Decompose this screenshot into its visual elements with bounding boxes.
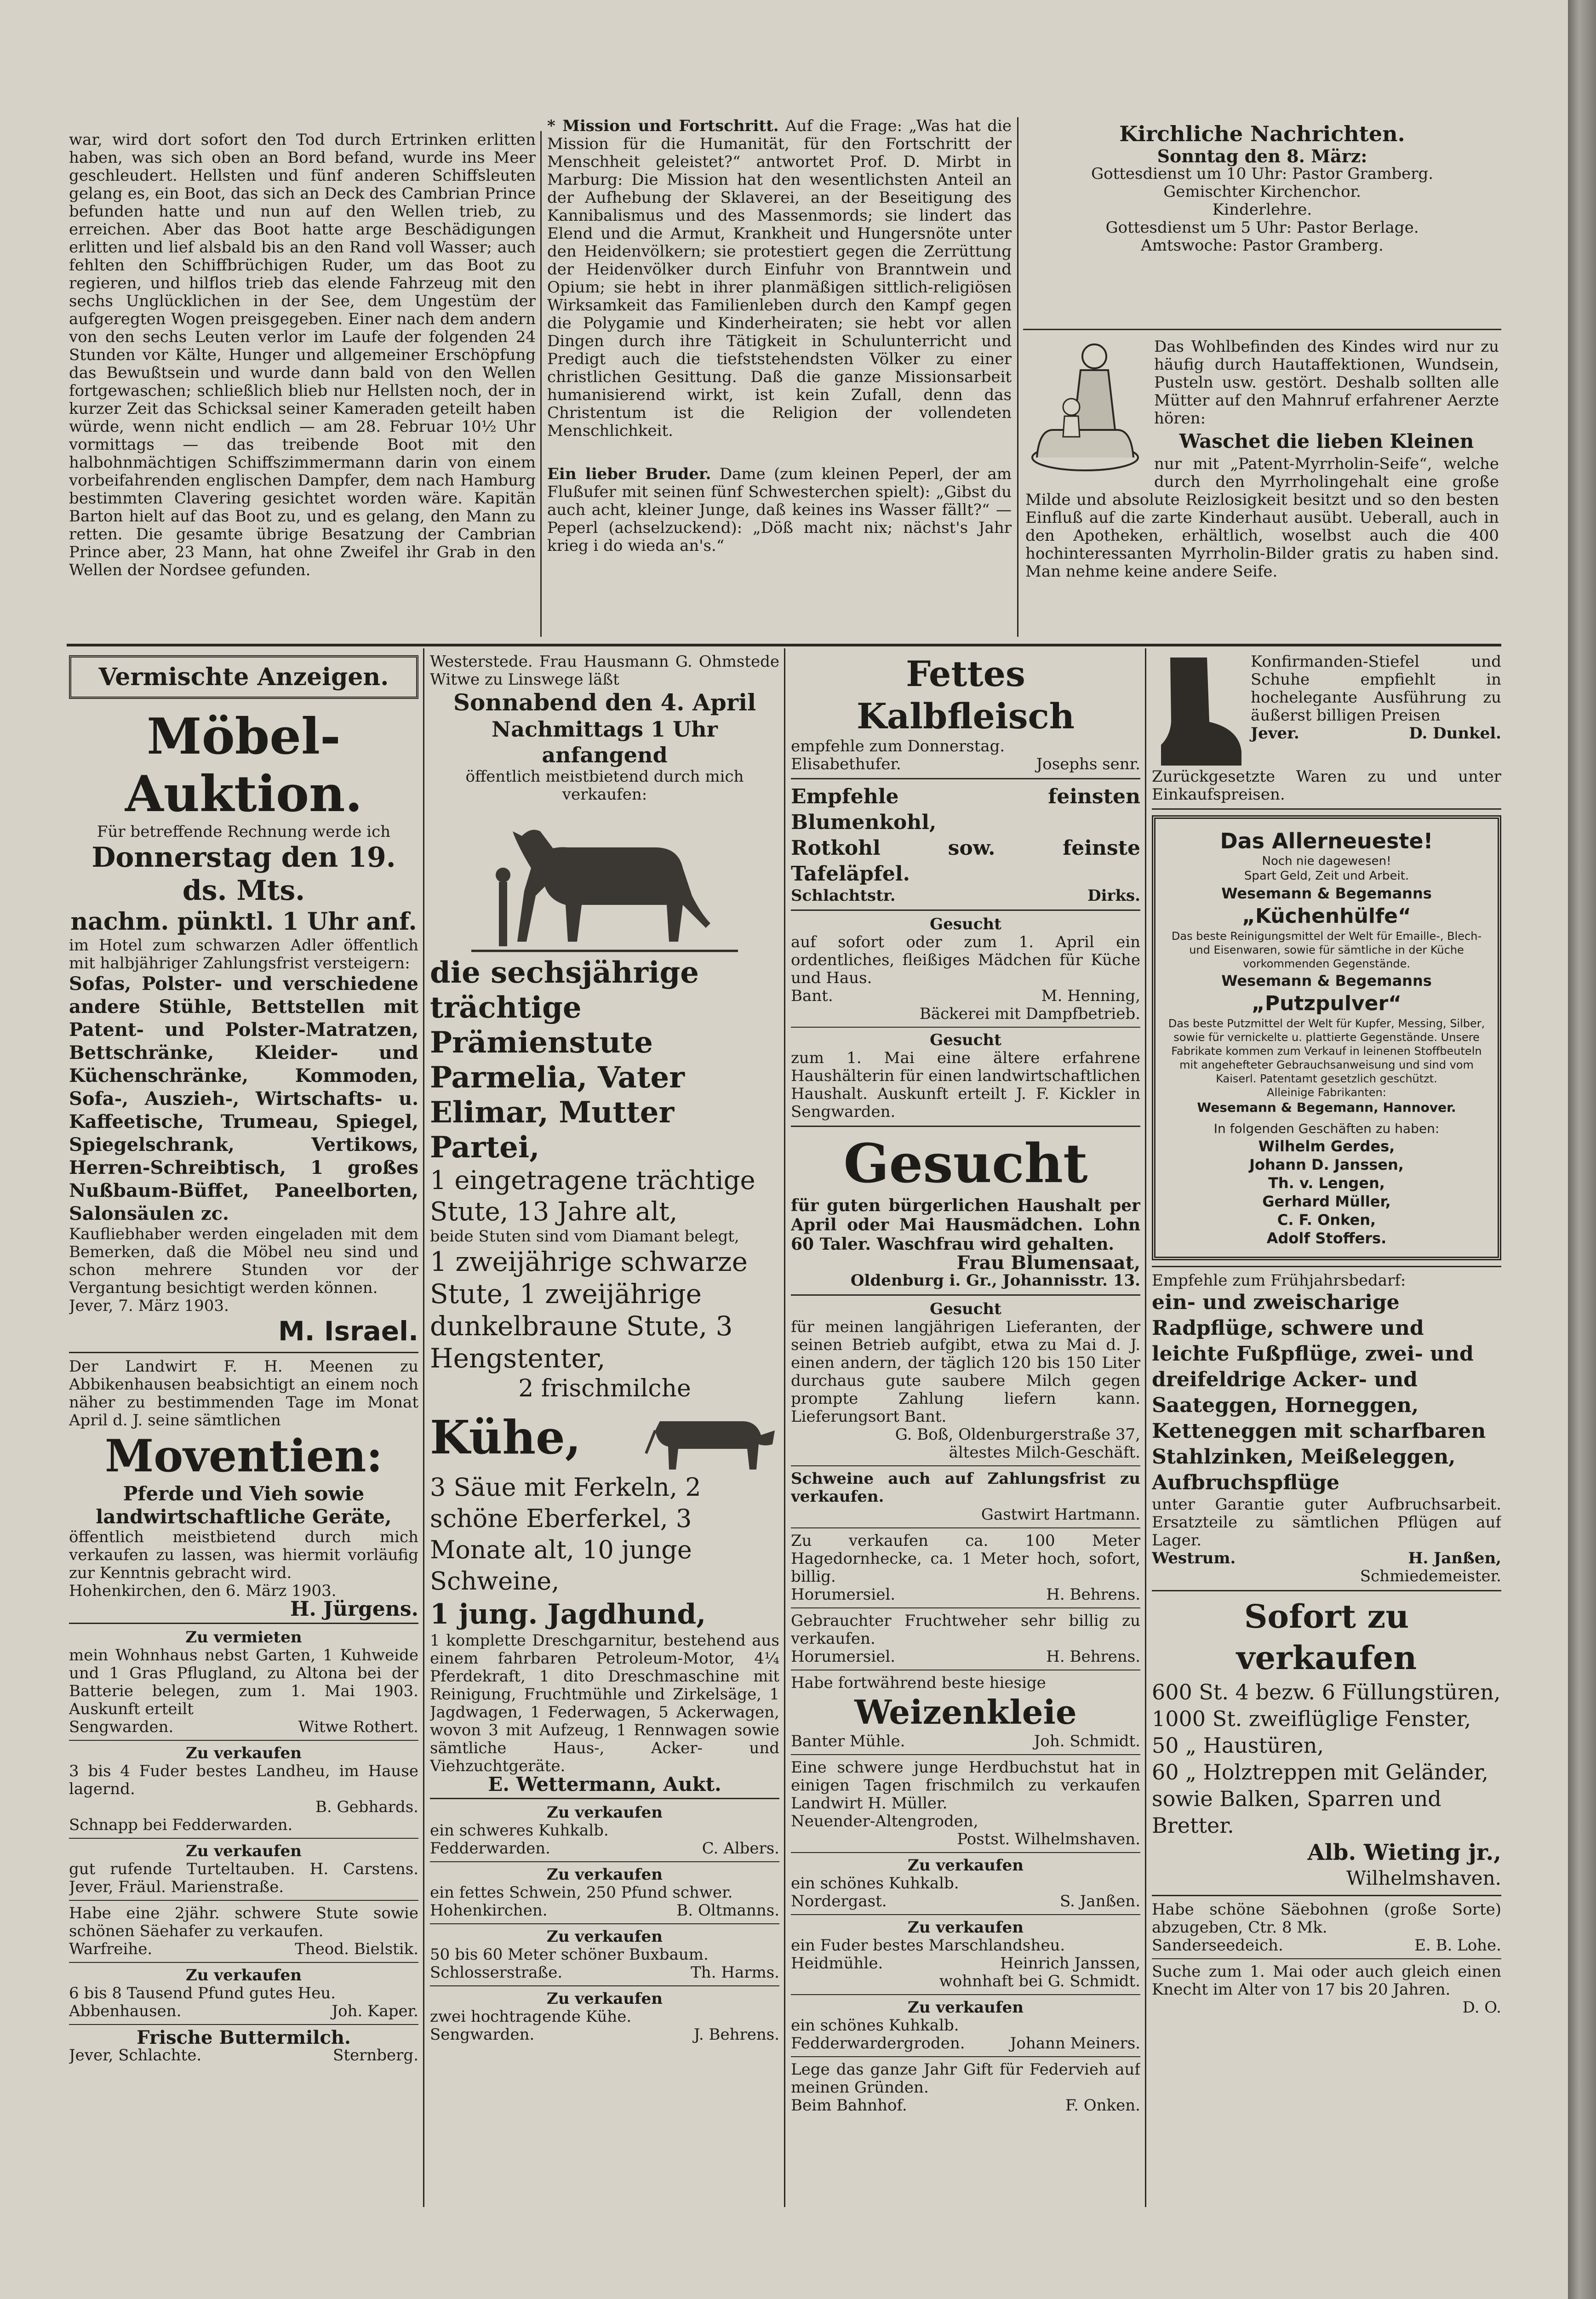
ad-signature: ältestes Milch-Geschäft. bbox=[949, 1443, 1140, 1462]
auction-text: Kaufliebhaber werden eingeladen mit dem Bemerken, daß die Möbel neu sind und schon mehrere Stunden vor der Vergantung besichtigt werden können. bbox=[69, 1225, 418, 1297]
auction-text: im Hotel zum schwarzen Adler öffentlich mit halbjähriger Zahlungsfrist versteigern: bbox=[69, 936, 418, 972]
retailer-name: C. F. Onken, bbox=[1277, 1211, 1376, 1229]
church-news-date: Sonntag den 8. März: bbox=[1157, 146, 1367, 166]
ad-text: auf sofort oder zum 1. April ein ordentliches, fleißiges Mädchen für Küche und Haus. bbox=[791, 933, 1140, 987]
ad-heading: Frische Buttermilch. bbox=[137, 2027, 351, 2048]
ad-signature: Heinrich Janssen, bbox=[1000, 1954, 1140, 1973]
ads-column-4 bbox=[1152, 653, 1501, 2216]
mission-article-text: Auf die Frage: „Was hat die Mission für die Humanität, für den Fortschritt der Menschheit geleistet?“ antwortet Prof. D. Mirbt in Marburg: Die Mission hat den wesentlichsten Anteil an der Aufhebung der Sklaverei, an der Beseitigung des Kannibalismus und des Massenmords; sie lindert das Elend und die Armut, Krankheit und Hungersnöte unter den Heidenvölkern; sie protestiert gegen die Zerrüttung der Heidenvölker durch Einfuhr von Branntwein und Opium; sie hebt in ihrer planmäßigen sittlich-religiösen Wirksamkeit das Familienleben durch den Kampf gegen die Polygamie und Kinderheiraten; sie hebt vor allen Dingen durch ihre Tätigkeit in Schulunterricht und Predigt auch die tiefststehendsten Völker zu einer christlichen Gesittung. Daß die ganze Missionsarbeit humanisierend wirkt, ist kein Zufall, denn das Christentum ist die Religion der vollendeten Menschlichkeit. bbox=[547, 117, 1012, 440]
ad-signature: Schmiedemeister. bbox=[1360, 1567, 1501, 1585]
ad-place: Bant. bbox=[791, 987, 833, 1005]
ad-text: Habe schöne Säebohnen (große Sorte) abzugeben, Ctr. 8 Mk. bbox=[1152, 1900, 1501, 1937]
sale-ad-title: Sofort zu verkaufen bbox=[1236, 1597, 1417, 1677]
sale-ad-item: 60 „ Holztreppen mit Geländer, bbox=[1152, 1760, 1488, 1784]
soap-ad-body: nur mit „Patent-Myrrholin-Seife“, welche durch den Myrrholingehalt eine große Milde und absolute Reizlosigkeit besitzt und so den besten Einfluß auf die zarte Kinderhaut ausübt. Ueberall, auch in den Apotheken, erhältlich, woselbst auch die 400 hochinteressanten Myrrholin-Bilder gratis zu haben sind. Man nehme keine andere Seife. bbox=[1025, 455, 1499, 581]
ad-signature: B. Oltmanns. bbox=[676, 1901, 779, 1920]
ad-heading: Zu verkaufen bbox=[186, 1842, 302, 1860]
ad-text: für guten bürgerlichen Haushalt per April oder Mai Hausmädchen. Lohn 60 Taler. Waschfrau wird gehalten. bbox=[791, 1196, 1140, 1254]
retailer-name: Adolf Stoffers. bbox=[1266, 1230, 1387, 1247]
auction-date: Donnerstag den 19. ds. Mts. bbox=[92, 841, 396, 907]
dog-listing: 1 jung. Jagdhund, bbox=[430, 1598, 706, 1630]
ad-heading: Zu verkaufen bbox=[908, 1918, 1024, 1937]
ad-text: Noch nie dagewesen! bbox=[1262, 854, 1391, 868]
ads-column-2 bbox=[430, 653, 779, 2216]
church-news bbox=[1025, 120, 1499, 314]
auction-date: Sonnabend den 4. April bbox=[453, 689, 756, 716]
column-divider bbox=[1017, 117, 1018, 637]
mission-article-title: * Mission und Fortschritt. bbox=[547, 117, 779, 135]
soap-advertisement bbox=[1025, 338, 1499, 637]
ads-column-1 bbox=[69, 655, 418, 2219]
wanted-ad-title: Gesucht bbox=[843, 1132, 1088, 1195]
ad-signature: Witwe Rothert. bbox=[298, 1718, 418, 1736]
ad-place: Sengwarden. bbox=[69, 1718, 174, 1736]
mother-child-illustration bbox=[1025, 338, 1145, 476]
ad-place: Sengwarden. bbox=[430, 2025, 535, 2044]
bran-ad-title: Weizenkleie bbox=[854, 1693, 1077, 1732]
ad-heading: Zu verkaufen bbox=[908, 1998, 1024, 2017]
auction-signature: M. Israel. bbox=[278, 1315, 418, 1347]
plough-ad-items: ein- und zweischarige Radpflüge, schwere und leichte Fußpflüge, zwei- und dreifeldrige Acker- und Saateggen, Horneggen, Ketteneggen mit scharfbaren Stahlzinken, Meißeleggen, Aufbruchspflüge bbox=[1152, 1291, 1486, 1494]
cow-listing-title: Kühe, bbox=[430, 1410, 581, 1464]
ad-text: mein Wohnhaus nebst Garten, 1 Kuhweide und 1 Gras Pflugland, zu Altona bei der Batterie belegen, zum 1. Mai 1903. Auskunft erteilt bbox=[69, 1646, 418, 1718]
banner-label: Vermischte Anzeigen. bbox=[98, 663, 389, 691]
sale-ad-item: sowie Balken, Sparren und Bretter. bbox=[1152, 1786, 1442, 1838]
ad-signature: Joh. Schmidt. bbox=[1034, 1732, 1140, 1750]
ad-text: zwei hochtragende Kühe. bbox=[430, 2007, 632, 2026]
auction-time: Nachmittags 1 Uhr anfangend bbox=[492, 717, 718, 767]
ad-heading: Zu verkaufen bbox=[547, 1865, 663, 1884]
ad-place: Fedderwardergroden. bbox=[791, 2034, 965, 2053]
ad-place: Banter Mühle. bbox=[791, 1732, 905, 1750]
ad-text: Habe fortwährend beste hiesige bbox=[791, 1674, 1046, 1692]
miscellaneous-ads-banner bbox=[69, 655, 418, 699]
ad-signature: D. Dunkel. bbox=[1409, 724, 1501, 743]
ad-place: Jever. bbox=[1251, 724, 1299, 743]
ad-place: Horumersiel. bbox=[791, 1585, 896, 1604]
soap-ad-intro: Das Wohlbefinden des Kindes wird nur zu häufig durch Hautaffektionen, Wundsein, Pusteln usw. gestört. Deshalb sollten alle Mütter auf den Mahnruf erfahrener Aerzte hören: bbox=[1154, 338, 1499, 428]
church-news-line: Amtswoche: Pastor Gramberg. bbox=[1141, 236, 1384, 255]
equipment-listing: 1 komplette Dreschgarnitur, bestehend aus einem fahrbaren Petroleum-Motor, 4¼ Pferdekraft, 1 dito Dreschmaschine mit Reinigung, Fruchtmühle und Zirkelsäge, 1 Jagdwagen, 1 Federwagen, 5 Ackerwagen, wovon 3 mit Aufzeug, 1 Rennwagen sowie sämtliche Haus-, Acker- und Viehzuchtgeräte. bbox=[430, 1631, 779, 1775]
ad-signature: D. O. bbox=[1462, 1998, 1501, 2017]
ad-place: Westrum. bbox=[1152, 1549, 1236, 1567]
ad-place: Postst. Wilhelmshaven. bbox=[957, 1830, 1140, 1848]
divider bbox=[1023, 329, 1501, 330]
retailer-name: Johann D. Janssen, bbox=[1249, 1156, 1404, 1173]
column-divider bbox=[423, 648, 424, 2207]
ad-text: 3 bis 4 Fuder bestes Landheu, im Hause lagernd. bbox=[69, 1762, 418, 1798]
ad-signature: F. Onken. bbox=[1065, 2096, 1140, 2115]
ad-text: Schweine auch auf Zahlungsfrist zu verkaufen. bbox=[791, 1470, 1140, 1506]
ad-text: Zurückgesetzte Waren zu und unter Einkaufspreisen. bbox=[1152, 767, 1501, 804]
ad-signature: Josephs senr. bbox=[1036, 755, 1140, 773]
ad-signature: H. Behrens. bbox=[1046, 1585, 1140, 1604]
ad-heading: Zu vermieten bbox=[185, 1628, 302, 1647]
livestock-ad-signature: H. Jürgens. bbox=[290, 1597, 418, 1621]
ad-text: empfehle zum Donnerstag. bbox=[791, 737, 1005, 755]
brand-name: Wesemann & Begemanns bbox=[1221, 885, 1432, 902]
ad-text: Gebrauchter Fruchtweher sehr billig zu verkaufen. bbox=[791, 1612, 1140, 1648]
livestock-ad-items: Pferde und Vieh sowie landwirtschaftliche Geräte, bbox=[96, 1482, 392, 1528]
livestock-ad-date: Hohenkirchen, den 6. März 1903. bbox=[69, 1582, 337, 1600]
ad-signature: Dirks. bbox=[1087, 886, 1140, 905]
church-news-line: Gottesdienst um 5 Uhr: Pastor Berlage. bbox=[1105, 218, 1419, 237]
ad-heading: Zu verkaufen bbox=[547, 1803, 663, 1822]
ad-text: zum 1. Mai eine ältere erfahrene Haushälterin für einen landwirtschaftlichen Haushalt. Auskunft erteilt J. F. Kickler in Sengwarden. bbox=[791, 1049, 1140, 1121]
horse-icon bbox=[462, 804, 747, 955]
ad-place: Nordergast. bbox=[791, 1892, 887, 1910]
ad-place: Fedderwarden. bbox=[430, 1839, 550, 1858]
ad-text: ein Fuder bestes Marschlandsheu. bbox=[791, 1936, 1065, 1955]
ad-text: Lege das ganze Jahr Gift für Federvieh auf meinen Gründen. bbox=[791, 2060, 1140, 2097]
product-name: „Putzpulver“ bbox=[1251, 992, 1402, 1015]
veal-ad-title: Fettes Kalbfleisch bbox=[856, 653, 1075, 737]
retailer-name: Th. v. Lengen, bbox=[1268, 1174, 1385, 1192]
ad-place: Schlachtstr. bbox=[791, 886, 896, 905]
ad-headline: Das Allerneueste! bbox=[1220, 829, 1433, 853]
ad-text: Eine schwere junge Herdbuchstut hat in einigen Tagen frischmilch zu verkaufen Landwirt H. Müller. bbox=[791, 1758, 1140, 1813]
ad-heading: Zu verkaufen bbox=[547, 1990, 663, 2008]
retailer-name: Gerhard Müller, bbox=[1262, 1193, 1391, 1210]
livestock-ad-text: Der Landwirt F. H. Meenen zu Abbikenhausen beabsichtigt an einem noch näher zu bestimmenden Tage im Monat April d. J. seine sämtlichen bbox=[69, 1357, 418, 1430]
auction-text: Für betreffende Rechnung werde ich bbox=[97, 823, 391, 841]
ad-text: gut rufende Turteltauben. H. Carstens. Jever, Fräul. Marienstraße. bbox=[69, 1860, 418, 1896]
cleaning-product-ad-box bbox=[1152, 815, 1501, 1260]
ad-place: Elisabethufer. bbox=[791, 755, 901, 773]
mare-listing: 1 eingetragene trächtige Stute, 13 Jahre alt, bbox=[430, 1166, 755, 1227]
ad-place: Schlosserstraße. bbox=[430, 1963, 563, 1982]
ad-signature: Th. Harms. bbox=[691, 1963, 779, 1982]
auctioneer-signature: E. Wettermann, Aukt. bbox=[488, 1773, 721, 1796]
ad-place: Hohenkirchen. bbox=[430, 1901, 548, 1920]
ad-place: Jever, Schlachte. bbox=[69, 2046, 202, 2065]
ad-place: Beim Bahnhof. bbox=[791, 2096, 907, 2115]
brother-article-title: Ein lieber Bruder. bbox=[547, 465, 711, 483]
soap-ad-headline: Waschet die lieben Kleinen bbox=[1179, 430, 1474, 452]
mare-listing: die sechsjährige trächtige Prämienstute Parmelia, Vater Elimar, Mutter Partei, bbox=[430, 955, 699, 1165]
ad-signature: Sternberg. bbox=[333, 2046, 418, 2065]
ad-signature: Theod. Bielstik. bbox=[295, 1940, 418, 1958]
livestock-ad-title: Moventien: bbox=[104, 1430, 383, 1482]
westerstede-auction-text: Westerstede. Frau Hausmann G. Ohmstede Witwe zu Linswege läßt bbox=[430, 653, 779, 689]
top-article-column-2 bbox=[547, 117, 1012, 637]
ad-heading: Zu verkaufen bbox=[908, 1856, 1024, 1875]
ad-signature: B. Gebhards. bbox=[315, 1798, 418, 1816]
auction-time: nachm. pünktl. 1 Uhr anf. bbox=[70, 908, 417, 936]
ad-text: unter Garantie guter Aufbruchsarbeit. Ersatzteile zu sämtlichen Pflügen auf Lager. bbox=[1152, 1495, 1501, 1550]
binding-edge bbox=[1568, 0, 1596, 2299]
ad-text: 50 bis 60 Meter schöner Buxbaum. bbox=[430, 1945, 709, 1964]
ad-signature: wohnhaft bei G. Schmidt. bbox=[939, 1972, 1140, 1990]
ad-heading: Zu verkaufen bbox=[186, 1966, 302, 1984]
mare-listing: 1 zweijährige schwarze Stute, 1 zweijährige dunkelbraune Stute, 3 Hengstenter, bbox=[430, 1246, 748, 1374]
ad-text: Das beste Reinigungsmittel der Welt für Emaille-, Blech- und Eisenwaren, sowie für sämtliche in der Küche vorkommenden Gegenstände. bbox=[1171, 930, 1482, 970]
ad-place: Heidmühle. bbox=[791, 1954, 883, 1973]
column-divider bbox=[784, 648, 785, 2207]
retailer-name: Wilhelm Gerdes, bbox=[1258, 1138, 1395, 1155]
ad-signature: Johann Meiners. bbox=[1010, 2034, 1140, 2053]
ad-text: für meinen langjährigen Lieferanten, der seinen Betrieb aufgibt, etwa zu Mai d. J. einen andern, der täglich 120 bis 150 Liter durchaus gute saubere Milch gegen prompte Zahlung liefern kann. Lieferungsort Bant. bbox=[791, 1318, 1140, 1426]
ad-signature: S. Janßen. bbox=[1059, 1892, 1140, 1910]
ad-heading: Gesucht bbox=[930, 1300, 1001, 1318]
sale-ad-item: 1000 St. zweiflüglige Fenster, bbox=[1152, 1706, 1471, 1731]
ad-text: Habe eine 2jähr. schwere Stute sowie schönen Säehafer zu verkaufen. bbox=[69, 1904, 418, 1940]
ad-heading: Gesucht bbox=[930, 1031, 1001, 1049]
ad-signature: Gastwirt Hartmann. bbox=[981, 1505, 1140, 1524]
ad-signature: C. Albers. bbox=[702, 1839, 779, 1858]
ad-signature: J. Behrens. bbox=[693, 2025, 779, 2044]
article-shipwreck-text: war, wird dort sofort den Tod durch Ertrinken erlitten haben, was sich oben an Bord befand, wurde ins Meer geschleudert. Hellsten und fünf anderen Schiffsleuten gelang es, ein Boot, das sich an Deck des Cambrian Prince befunden hatte und nun auf den Wellen trieb, zu erreichen. Aber das Boot hatte arge Beschädigungen erlitten und lief alsbald bis an den Rand voll Wasser; auch fehlten den Schiffbrüchigen Ruder, um das Boot zu regieren, und hilflos trieb das elende Fahrzeug mit den sechs Unglücklichen in der See, dem Ungestüm der aufgeregten Wogen preisgegeben. Einer nach dem andern von den sechs Leuten verlor im Laufe der folgenden 24 Stunden vor Kälte, Hunger und allgemeiner Erschöpfung das Bewußtsein und wurde dann bald von den Wellen fortgewaschen; schließlich blieb nur Hellsten noch, der in kurzer Zeit das Schicksal seiner Kameraden geteilt haben würde, wenn nicht endlich — am 28. Februar 10½ Uhr vormittags — das treibende Boot mit den halbohnmächtigen Schiffszimmermann darin von einem vorbeifahrenden englischen Dampfer, dem nach Hamburg bestimmten Clavering gesichtet worden wäre. Kapitän Barton hielt auf das Boot zu, und es gelang, den Mann zu retten. Die gesamte übrige Besatzung der Cambrian Prince aber, 23 Mann, hat ohne Zweifel ihr Grab in den Wellen der Nordsee gefunden. bbox=[69, 131, 536, 579]
auction-items: Sofas, Polster- und verschiedene andere Stühle, Bettstellen mit Patent- und Polster-Matratzen, Bettschränke, Kleider- und Küchenschränke, Kommoden, Sofa-, Auszieh-, Wirtschafts- u. Kaffeetische, Trumeau, Spiegel, Spiegelschrank, Vertikows, Herren-Schreibtisch, 1 großes Nußbaum-Büffet, Paneelborten, Salonsäulen zc. bbox=[69, 973, 418, 1224]
ad-signature: H. Behrens. bbox=[1046, 1647, 1140, 1666]
pig-listing: 3 Säue mit Ferkeln, 2 schöne Eberferkel, 3 Monate alt, 10 junge Schweine, bbox=[430, 1473, 701, 1596]
section-divider bbox=[67, 644, 1501, 646]
cow-icon bbox=[641, 1403, 779, 1472]
ad-text: Spart Geld, Zeit und Arbeit. bbox=[1244, 869, 1409, 883]
ad-text: Zu verkaufen ca. 100 Meter Hagedornhecke, ca. 1 Meter hoch, sofort, billig. bbox=[791, 1532, 1140, 1586]
ad-text: In folgenden Geschäften zu haben: bbox=[1213, 1121, 1440, 1136]
product-name: „Küchenhülfe“ bbox=[1242, 904, 1411, 928]
ad-text: Alleinige Fabrikanten: bbox=[1267, 1086, 1386, 1099]
brand-name: Wesemann & Begemanns bbox=[1221, 972, 1432, 989]
ad-place: Abbenhausen. bbox=[69, 2002, 182, 2020]
ad-signature: Alb. Wieting jr., bbox=[1307, 1840, 1501, 1865]
auction-date-line: Jever, 7. März 1903. bbox=[69, 1297, 229, 1315]
ads-column-3 bbox=[791, 653, 1140, 2216]
ad-text: Das beste Putzmittel der Welt für Kupfer, Messing, Silber, sowie für vernickelte u. plattierte Gegenstände. Unsere Fabrikate kommen zum Verkauf in leinenen Stoffbeuteln mit angehefteter Gebrauchsanweisung und sind vom Kaiserl. Patentamt gesetzlich geschützt. bbox=[1168, 1017, 1485, 1085]
ad-signature: Bäckerei mit Dampfbetrieb. bbox=[919, 1005, 1140, 1023]
ad-signature: G. Boß, Oldenburgerstraße 37, bbox=[895, 1425, 1140, 1444]
furniture-auction-title: Möbel-Auktion. bbox=[125, 708, 363, 823]
livestock-ad-text: öffentlich meistbietend durch mich verkaufen zu lassen, was hiermit vorläufig zur Kenntnis gebracht wird. bbox=[69, 1528, 418, 1582]
ad-text: ein fettes Schwein, 250 Pfund schwer. bbox=[430, 1883, 733, 1902]
column-divider bbox=[540, 131, 542, 637]
ad-text: ein schweres Kuhkalb. bbox=[430, 1821, 609, 1840]
auction-text: öffentlich meistbietend durch mich verkaufen: bbox=[465, 767, 744, 804]
ad-signature: Joh. Kaper. bbox=[332, 2002, 418, 2020]
ad-place: Schnapp bei Fedderwarden. bbox=[69, 1816, 293, 1834]
ad-place: Neuender-Altengroden, bbox=[791, 1812, 978, 1830]
ad-text: 6 bis 8 Tausend Pfund gutes Heu. bbox=[69, 1984, 336, 2002]
column-divider bbox=[1145, 648, 1146, 2207]
ad-signature: H. Janßen, bbox=[1408, 1549, 1501, 1567]
ad-signature: E. B. Lohe. bbox=[1414, 1936, 1501, 1955]
ad-text: Wesemann & Begemann, Hannover. bbox=[1197, 1100, 1456, 1115]
ad-text: ein schönes Kuhkalb. bbox=[791, 2016, 959, 2035]
church-news-line: Gemischter Kirchenchor. bbox=[1163, 183, 1361, 201]
ad-signature: M. Henning, bbox=[1041, 987, 1140, 1005]
church-news-title: Kirchliche Nachrichten. bbox=[1119, 121, 1405, 146]
cow-listing-label: 2 frischmilche bbox=[518, 1375, 691, 1402]
brother-article-text: Dame (zum kleinen Peperl, der am Flußufer mit seinen fünf Schwesterchen spielt): „Gibst du auch acht, kleiner Junge, daß keines ins Wasser fällt?“ — Peperl (achselzuckend): „Döß macht nix; nächst's Jahr krieg i do wieda an's.“ bbox=[547, 465, 1012, 555]
ad-signature: Frau Blumensaat, bbox=[956, 1252, 1140, 1274]
church-news-line: Gottesdienst um 10 Uhr: Pastor Gramberg. bbox=[1091, 165, 1434, 183]
vegetable-ad-line: Empfehle feinsten Blumenkohl, bbox=[791, 785, 1140, 834]
boot-icon bbox=[1152, 653, 1244, 768]
ad-place: Warfreihe. bbox=[69, 1940, 153, 1958]
ad-place: Sanderseedeich. bbox=[1152, 1936, 1283, 1955]
ad-place: Wilhelmshaven. bbox=[1346, 1867, 1501, 1889]
sale-ad-item: 600 St. 4 bezw. 6 Füllungstüren, bbox=[1152, 1680, 1501, 1704]
sale-ad-item: 50 „ Haustüren, bbox=[1152, 1733, 1324, 1758]
shoe-ad-text: Konfirmanden-Stiefel und Schuhe empfiehlt in hochelegante Ausführung zu äußerst billigen Preisen bbox=[1251, 653, 1501, 725]
ad-heading: Zu verkaufen bbox=[186, 1744, 302, 1762]
ad-text: ein schönes Kuhkalb. bbox=[791, 1874, 959, 1893]
church-news-line: Kinderlehre. bbox=[1212, 200, 1312, 219]
top-article-column-1 bbox=[69, 131, 536, 641]
ad-address: Oldenburg i. Gr., Johannisstr. 13. bbox=[850, 1271, 1140, 1290]
mare-note: beide Stuten sind vom Diamant belegt, bbox=[430, 1227, 739, 1246]
ad-text: Suche zum 1. Mai oder auch gleich einen Knecht im Alter von 17 bis 20 Jahren. bbox=[1152, 1962, 1501, 1999]
ad-heading: Zu verkaufen bbox=[547, 1927, 663, 1946]
vegetable-ad-line: Rotkohl sow. feinste Tafeläpfel. bbox=[791, 836, 1140, 886]
ad-place: Horumersiel. bbox=[791, 1647, 896, 1666]
ad-heading: Gesucht bbox=[930, 915, 1001, 933]
ad-text: Empfehle zum Frühjahrsbedarf: bbox=[1152, 1271, 1406, 1290]
